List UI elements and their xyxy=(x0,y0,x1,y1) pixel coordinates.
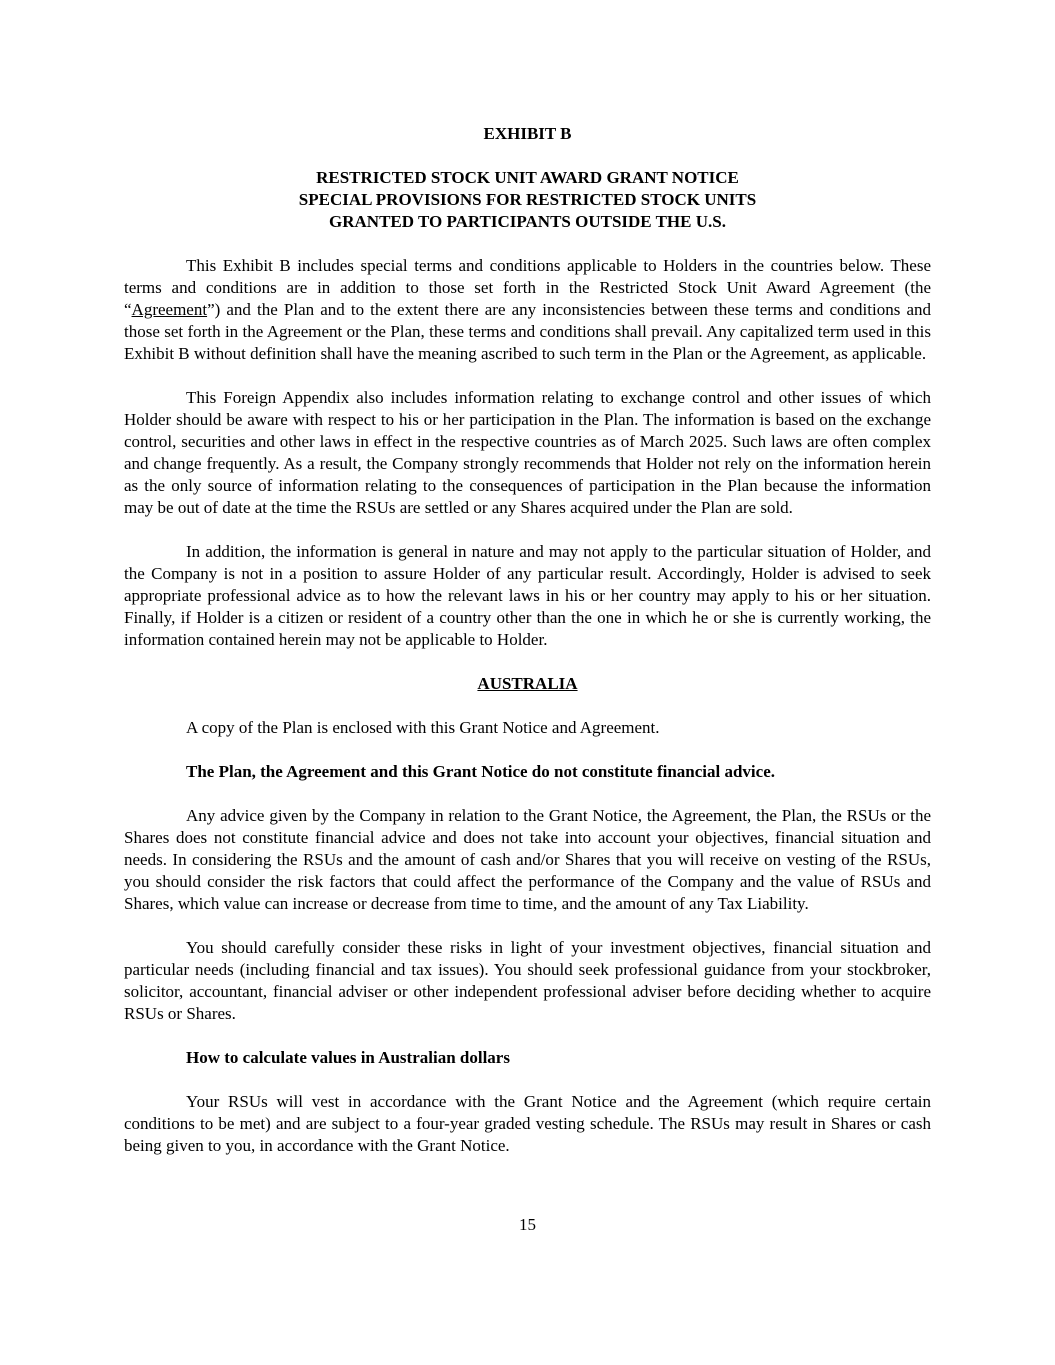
p1-text-before: This Exhibit B includes special terms and conditions applicable to Holders in the countries below. These terms and conditions are in addition to those set forth in the Restricted Stock Unit Award Agreement (the “ xyxy=(124,256,931,319)
p1-defined-term-agreement: Agreement xyxy=(131,300,208,319)
australia-vesting-paragraph: Your RSUs will vest in accordance with the Grant Notice and the Agreement (which require certain conditions to be met) and are subject to a four-year graded vesting schedule. The RSUs may result in Shares or cash being given to you, in accordance with the Grant Notice. xyxy=(124,1092,931,1155)
p1-text-after: ”) and the Plan and to the extent there are any inconsistencies between these terms and conditions and those set forth in the Agreement or the Plan, these terms and conditions shall prevail. Any capitalized term used in this Exhibit B without definition shall have the meaning ascribed to such term in the Plan or the Agreement, as applicable. xyxy=(124,300,931,363)
australia-financial-advice-heading: The Plan, the Agreement and this Grant Notice do not constitute financial advice. xyxy=(186,762,775,781)
australia-risks-paragraph: You should carefully consider these risks in light of your investment objectives, financial situation and particular needs (including financial and tax issues). You should seek professional guidance from your stockbroker, solicitor, accountant, financial adviser or other independent professional adviser before deciding whether to acquire RSUs or Shares. xyxy=(124,938,931,1023)
exhibit-heading: EXHIBIT B xyxy=(483,124,572,143)
australia-advice-paragraph: Any advice given by the Company in relation to the Grant Notice, the Agreement, the Plan, the RSUs or the Shares does not constitute financial advice and does not take into account your objectives, financial situation and needs. In considering the RSUs and the amount of cash and/or Shares that you will receive on vesting of the RSUs, you should consider the risk factors that could affect the performance of the Company and the value of RSUs and Shares, which value can increase or decrease from time to time, and the amount of any Tax Liability. xyxy=(124,806,931,913)
title-line-2: SPECIAL PROVISIONS FOR RESTRICTED STOCK UNITS xyxy=(298,190,757,209)
intro-paragraph-3: In addition, the information is general in nature and may not apply to the particular situation of Holder, and the Company is not in a position to assure Holder of any particular result. Accordingly, Holder is advised to seek appropriate professional advice as to how the relevant laws in his or her country may apply to his or her situation. Finally, if Holder is a citizen or resident of a country other than the one in which he or she is currently working, the information contained herein may not be applicable to Holder. xyxy=(124,542,931,649)
australia-heading-text: AUSTRALIA xyxy=(477,674,578,693)
title-line-3: GRANTED TO PARTICIPANTS OUTSIDE THE U.S. xyxy=(329,212,726,231)
intro-paragraph-2: This Foreign Appendix also includes information relating to exchange control and other issues of which Holder should be aware with respect to his or her participation in the Plan. The information is based on the exchange control, securities and other laws in effect in the respective countries as of March 2025. Such laws are often complex and change frequently. As a result, the Company strongly recommends that Holder not rely on the information herein as the only source of information relating to the consequences of participation in the Plan because the information may be out of date at the time the RSUs are settled or any Shares acquired under the Plan are sold. xyxy=(124,388,931,517)
document-title xyxy=(124,167,931,233)
australia-calculate-values-heading: How to calculate values in Australian dollars xyxy=(186,1048,510,1067)
australia-section-heading xyxy=(124,673,931,695)
intro-paragraph-1 xyxy=(124,255,931,365)
page-number: 15 xyxy=(519,1215,536,1234)
australia-plan-copy-paragraph: A copy of the Plan is enclosed with this Grant Notice and Agreement. xyxy=(186,718,660,737)
title-line-1: RESTRICTED STOCK UNIT AWARD GRANT NOTICE xyxy=(316,168,739,187)
